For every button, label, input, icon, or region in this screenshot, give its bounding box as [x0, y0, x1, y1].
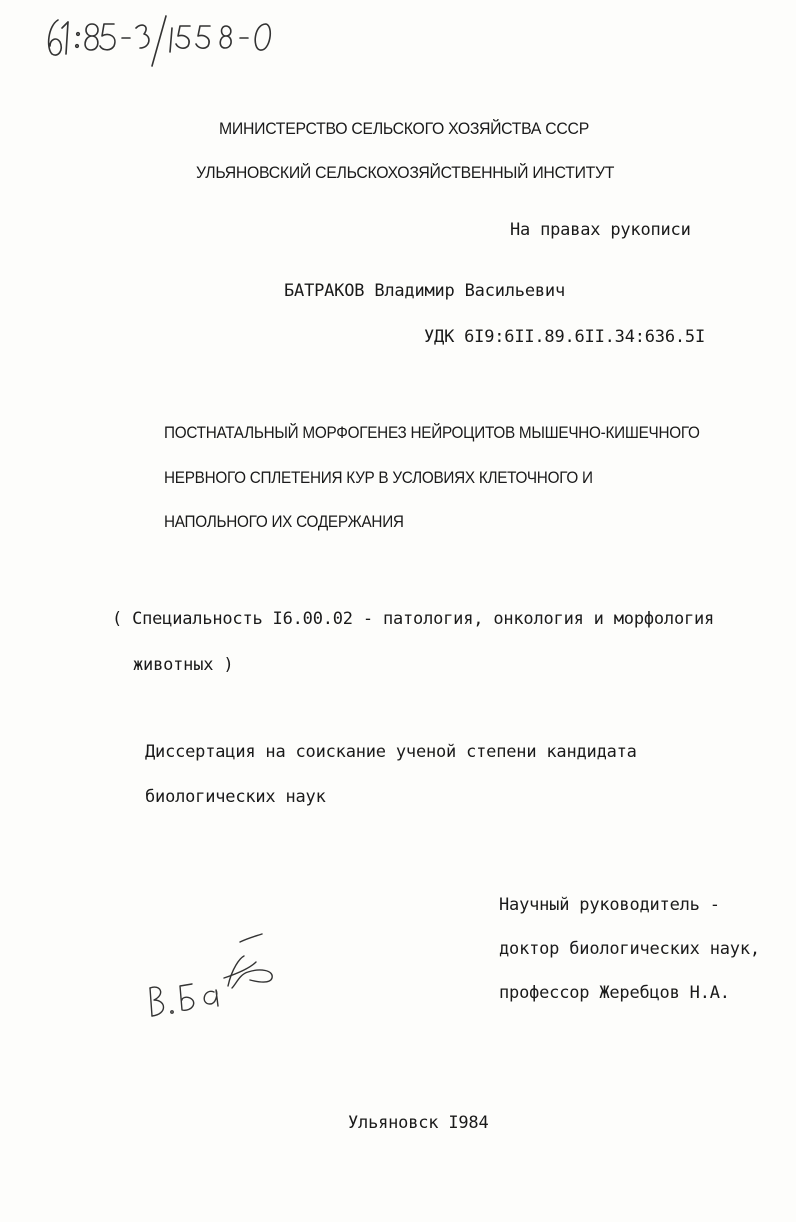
dissertation-line-2: биологических наук: [145, 787, 326, 807]
ministry-heading: МИНИСТЕРСТВО СЕЛЬСКОГО ХОЗЯЙСТВА СССР: [219, 119, 589, 138]
archive-mark-text: 61:85-3/1558-0: [38, 8, 47, 9]
specialty-line-2: животных ): [133, 655, 234, 675]
signature: [140, 928, 290, 1028]
title-line-2: НЕРВНОГО СПЛЕТЕНИЯ КУР В УСЛОВИЯХ КЛЕТОЧНОГО И: [164, 468, 593, 487]
supervisor-line-3: профессор Жеребцов Н.А.: [499, 983, 730, 1003]
supervisor-line-1: Научный руководитель -: [499, 895, 720, 915]
signature-text: В.Бат: [140, 928, 144, 929]
title-line-1: ПОСТНАТАЛЬНЫЙ МОРФОГЕНЕЗ НЕЙРОЦИТОВ МЫШЕЧНО-КИШЕЧНОГО: [164, 423, 700, 442]
specialty-line-1: ( Специальность I6.00.02 - патология, онкология и морфология: [112, 609, 715, 629]
author-name: БАТРАКОВ Владимир Васильевич: [284, 281, 565, 301]
title-line-3: НАПОЛЬНОГО ИХ СОДЕРЖАНИЯ: [164, 512, 404, 531]
manuscript-note: На правах рукописи: [510, 220, 691, 240]
city-year: Ульяновск I984: [348, 1113, 489, 1133]
udk-code: УДК 6I9:6II.89.6II.34:636.5I: [424, 327, 705, 347]
institute-heading: УЛЬЯНОВСКИЙ СЕЛЬСКОХОЗЯЙСТВЕННЫЙ ИНСТИТУТ: [196, 163, 615, 182]
dissertation-line-1: Диссертация на соискание ученой степени кандидата: [145, 742, 637, 762]
archive-mark: [38, 8, 318, 68]
supervisor-line-2: доктор биологических наук,: [499, 939, 760, 959]
